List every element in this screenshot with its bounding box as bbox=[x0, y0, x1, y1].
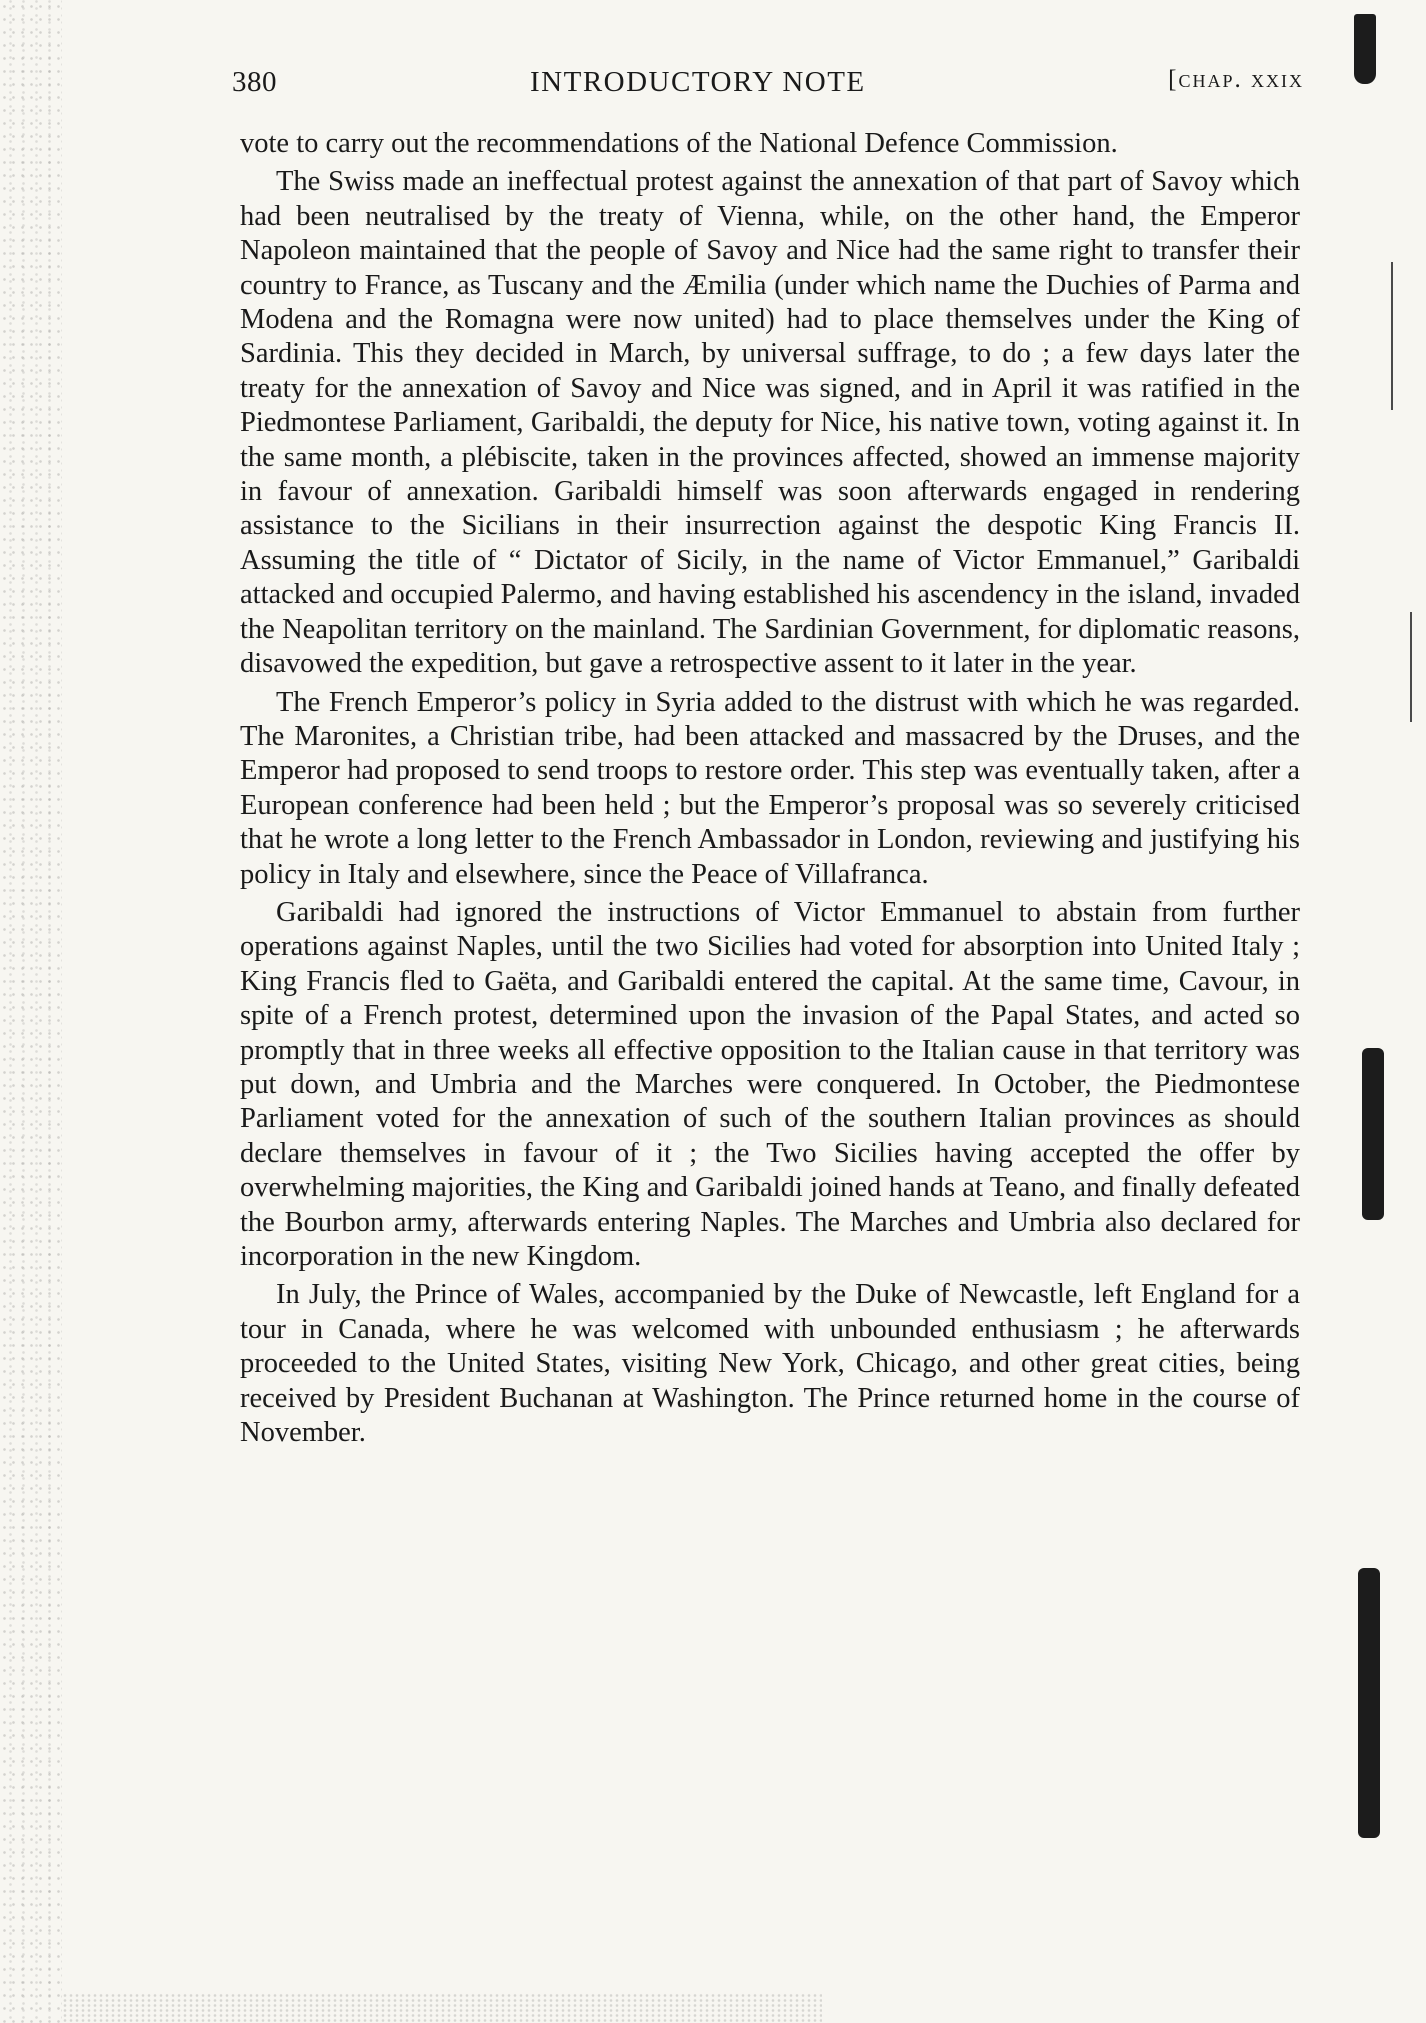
paragraph: The Swiss made an ineffectual protest against the annexation of that part of Savoy which had been neutralised by the treaty of Vienna, while, on the other hand, the Emperor Napoleon maintained that the people of Savoy and Nice had the same right to transfer their country to France, as Tuscany and the Æmilia (under which name the Duchies of Parma and Modena and the Romagna were now united) had to place themselves under the King of Sardinia. This they decided in March, by universal suffrage, to do ; a few days later the treaty for the annexation of Savoy and Nice was signed, and in April it was ratified in the Piedmontese Parliament, Garibaldi, the deputy for Nice, his native town, voting against it. In the same month, a plébiscite, taken in the provinces affected, showed an immense majority in favour of annexation. Garibaldi himself was soon afterwards engaged in rendering assistance to the Sicilians in their insurrection against the despotic King Francis II. Assuming the title of “ Dictator of Sicily, in the name of Victor Emmanuel,” Garibaldi attacked and occupied Palermo, and having established his ascendency in the island, invaded the Neapolitan territory on the mainland. The Sardinian Government, for diplomatic reasons, disavowed the expedition, but gave a retrospective assent to it later in the year. bbox=[240, 166, 1300, 680]
chapter-label: [chap. xxix bbox=[1168, 66, 1304, 93]
scan-hairline bbox=[1391, 262, 1393, 410]
binding-mark bbox=[1354, 14, 1376, 84]
body-text bbox=[240, 127, 1300, 1454]
scan-bottom-noise bbox=[62, 1993, 822, 2023]
scan-edge-noise bbox=[0, 0, 62, 2023]
binding-mark bbox=[1358, 1568, 1380, 1838]
binding-mark bbox=[1362, 1048, 1384, 1220]
page-header bbox=[232, 66, 1304, 106]
running-title: INTRODUCTORY NOTE bbox=[530, 66, 866, 98]
paragraph: Garibaldi had ignored the instructions of Victor Emmanuel to abstain from further operations against Naples, until the two Sicilies had voted for absorption into United Italy ; King Francis fled to Gaëta, and Garibaldi entered the capital. At the same time, Cavour, in spite of a French protest, determined upon the invasion of the Papal States, and acted so promptly that in three weeks all effective opposition to the Italian cause in that territory was put down, and Umbria and the Marches were conquered. In October, the Piedmontese Parliament voted for the annexation of such of the southern Italian provinces as should declare themselves in favour of it ; the Two Sicilies having accepted the offer by overwhelming majorities, the King and Garibaldi joined hands at Teano, and finally defeated the Bourbon army, afterwards entering Naples. The Marches and Umbria also declared for incorporation in the new Kingdom. bbox=[240, 896, 1300, 1272]
paragraph: The French Emperor’s policy in Syria added to the distrust with which he was regarded. The Maronites, a Christian tribe, had been attacked and massacred by the Druses, and the Emperor had proposed to send troops to restore order. This step was eventually taken, after a European conference had been held ; but the Emperor’s proposal was so severely criticised that he wrote a long letter to the French Ambassador in London, reviewing and justifying his policy in Italy and elsewhere, since the Peace of Villafranca. bbox=[240, 686, 1300, 890]
page-number: 380 bbox=[232, 66, 277, 98]
paragraph: In July, the Prince of Wales, accompanied by the Duke of Newcastle, left England for a tour in Canada, where he was welcomed with unbounded enthusiasm ; he afterwards proceeded to the United States, visiting New York, Chicago, and other great cities, being received by President Buchanan at Washington. The Prince returned home in the course of November. bbox=[240, 1279, 1300, 1449]
paragraph: vote to carry out the recommendations of the National Defence Commission. bbox=[240, 128, 1118, 159]
scan-hairline bbox=[1410, 612, 1412, 722]
